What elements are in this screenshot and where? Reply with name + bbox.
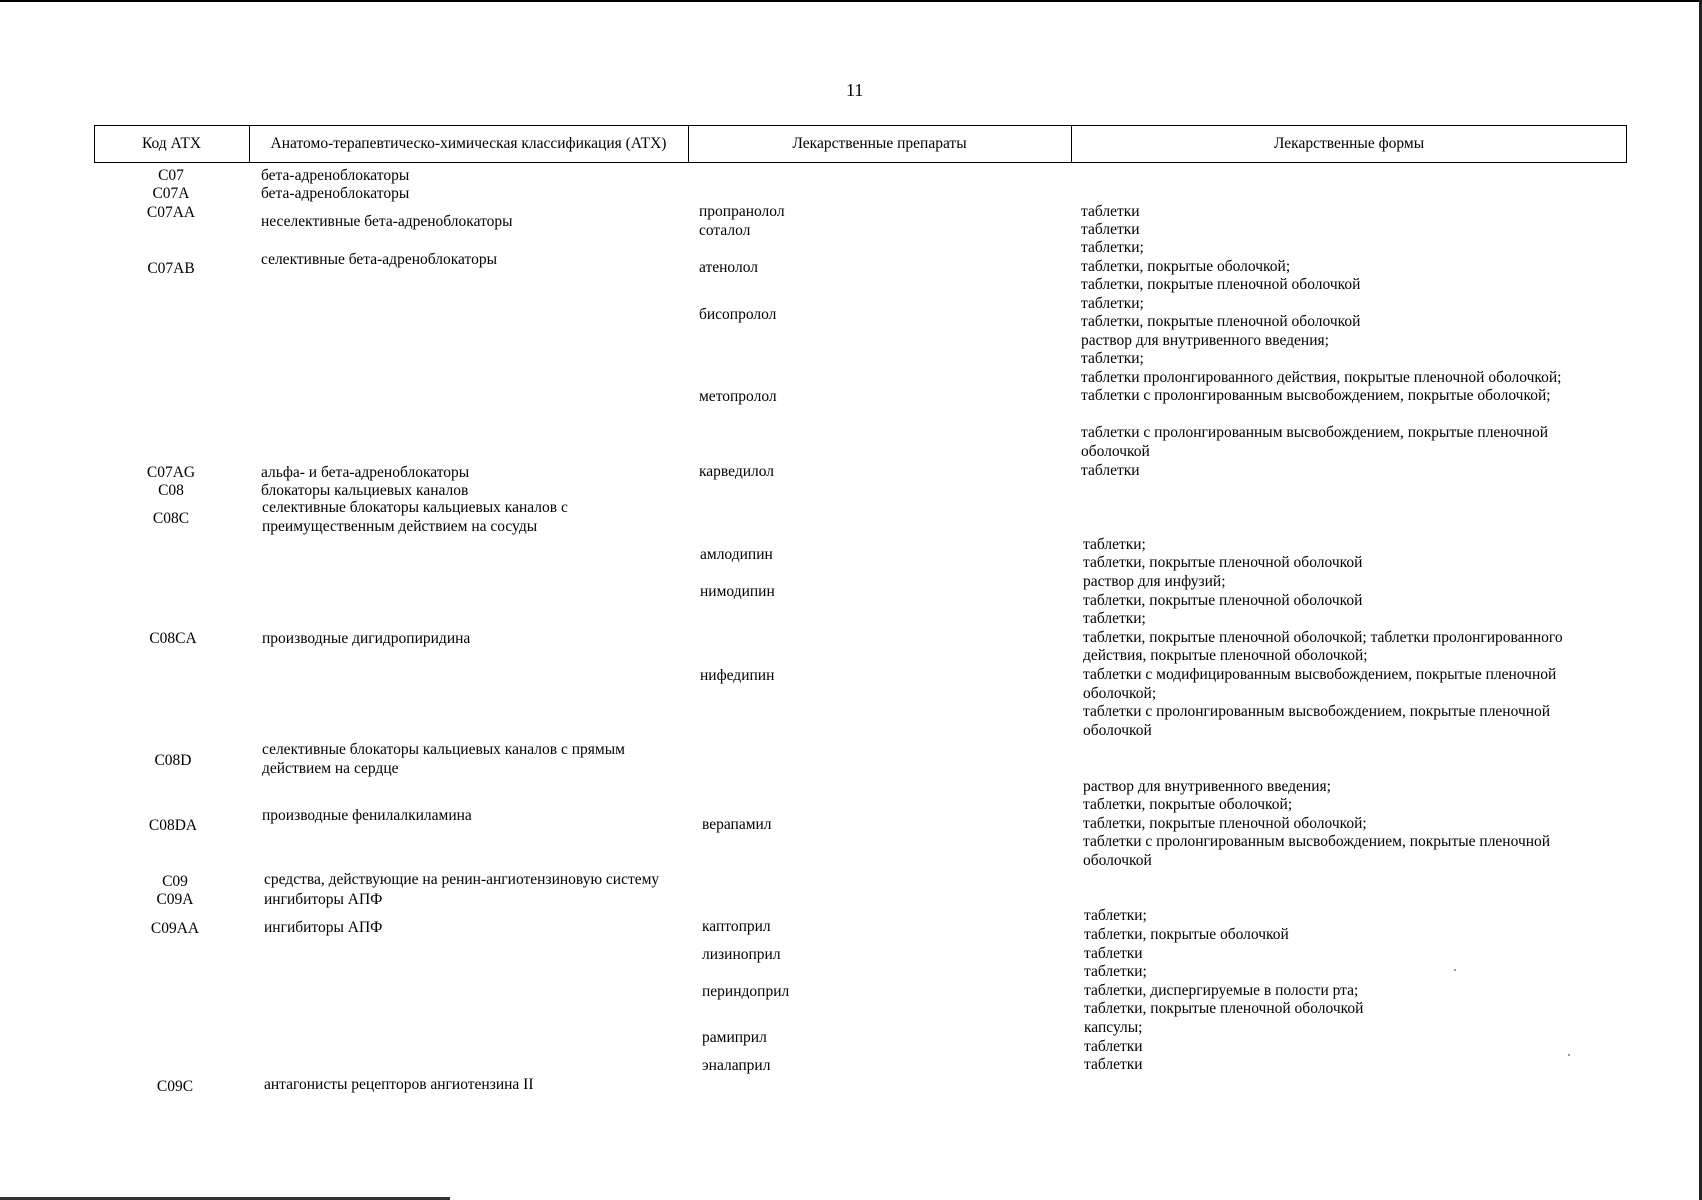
atx-class: неселективные бета-адреноблокаторы: [261, 213, 513, 230]
dosage-form: таблетки;: [1084, 907, 1147, 924]
dosage-form: таблетки с модифицированным высвобождением, покрытые пленочной: [1083, 666, 1557, 683]
scan-speck: [1568, 1054, 1570, 1056]
dosage-form: таблетки, покрытые оболочкой;: [1083, 796, 1293, 813]
drug-name: рамиприл: [702, 1029, 767, 1046]
atx-code: C07A: [152, 185, 190, 202]
dosage-form: таблетки с пролонгированным высвобождением, покрытые пленочной: [1081, 424, 1549, 441]
scan-speck: [1454, 969, 1456, 971]
dosage-form: таблетки с пролонгированным высвобождением, покрытые пленочной: [1083, 833, 1551, 850]
drug-name: бисопролол: [699, 306, 777, 323]
atx-code: C07: [158, 167, 184, 184]
atx-class: бета-адреноблокаторы: [261, 167, 410, 184]
atx-class: действием на сердце: [262, 760, 399, 777]
dosage-form: таблетки: [1084, 945, 1143, 962]
drug-name: нимодипин: [700, 583, 775, 600]
drug-name: верапамил: [702, 816, 772, 833]
dosage-form: таблетки, покрытые оболочкой: [1084, 926, 1289, 943]
drug-name: каптоприл: [702, 918, 771, 935]
dosage-form: капсулы;: [1084, 1019, 1143, 1036]
drug-name: амлодипин: [700, 546, 773, 563]
header-forms: Лекарственные формы: [1273, 135, 1425, 152]
atx-class: производные фенилалкиламина: [262, 807, 472, 824]
drug-name: соталол: [699, 222, 751, 239]
drug-name: атенолол: [699, 259, 758, 276]
header-classification: Анатомо-терапевтическо-химическая классификация (АТХ): [270, 135, 667, 152]
dosage-form: таблетки с пролонгированным высвобождением, покрытые оболочкой;: [1081, 387, 1551, 404]
dosage-form: оболочкой: [1081, 443, 1150, 460]
drug-name: пропранолол: [699, 203, 785, 220]
dosage-form: таблетки: [1081, 462, 1140, 479]
atx-code: C09: [162, 873, 188, 890]
atx-code: C08CA: [149, 630, 197, 647]
dosage-form: таблетки: [1084, 1038, 1143, 1055]
dosage-form: таблетки;: [1081, 295, 1144, 312]
atx-code: C09C: [156, 1078, 194, 1095]
drug-name: нифедипин: [700, 667, 775, 684]
dosage-form: таблетки, покрытые пленочной оболочкой: [1084, 1000, 1364, 1017]
page-number: 11: [846, 80, 864, 100]
atx-code: C09A: [156, 891, 194, 908]
dosage-form: оболочкой: [1083, 852, 1152, 869]
dosage-form: раствор для инфузий;: [1083, 573, 1226, 590]
drug-name: лизиноприл: [702, 946, 781, 963]
dosage-form: таблетки: [1081, 221, 1140, 238]
atx-class: бета-адреноблокаторы: [261, 185, 410, 202]
dosage-form: раствор для внутривенного введения;: [1083, 778, 1331, 795]
dosage-form: таблетки, покрытые пленочной оболочкой;: [1083, 815, 1367, 832]
dosage-form: таблетки, покрытые пленочной оболочкой; таблетки пролонгированного: [1083, 629, 1563, 646]
drug-name: метопролол: [699, 388, 777, 405]
drug-name: карведилол: [699, 463, 775, 480]
dosage-form: таблетки, покрытые пленочной оболочкой: [1083, 554, 1363, 571]
dosage-form: таблетки, покрытые оболочкой;: [1081, 258, 1291, 275]
atx-code: C08DA: [148, 817, 198, 834]
dosage-form: таблетки, диспергируемые в полости рта;: [1084, 982, 1359, 999]
dosage-form: раствор для внутривенного введения;: [1081, 332, 1329, 349]
dosage-form: оболочкой: [1083, 722, 1152, 739]
dosage-form: таблетки, покрытые пленочной оболочкой: [1081, 276, 1361, 293]
dosage-form: таблетки с пролонгированным высвобождением, покрытые пленочной: [1083, 703, 1551, 720]
dosage-form: таблетки: [1081, 203, 1140, 220]
drug-name: эналаприл: [702, 1057, 771, 1074]
atx-code: C07AB: [147, 260, 195, 277]
dosage-form: таблетки;: [1081, 350, 1144, 367]
header-drugs: Лекарственные препараты: [792, 135, 967, 152]
atx-class: альфа- и бета-адреноблокаторы: [261, 464, 470, 481]
atx-class: производные дигидропиридина: [262, 630, 471, 647]
dosage-form: действия, покрытые пленочной оболочкой;: [1083, 647, 1368, 664]
dosage-form: таблетки, покрытые пленочной оболочкой: [1081, 313, 1361, 330]
atx-class: антагонисты рецепторов ангиотензина II: [264, 1076, 534, 1093]
dosage-form: таблетки, покрытые пленочной оболочкой: [1083, 592, 1363, 609]
atx-code: C08C: [152, 510, 190, 527]
dosage-form: таблетки;: [1084, 963, 1147, 980]
atx-code: C08: [158, 482, 184, 499]
atx-code: C07AA: [146, 204, 196, 221]
atx-class: средства, действующие на ренин-ангиотензиновую систему: [264, 871, 660, 888]
atx-code: C07AG: [146, 464, 196, 481]
atx-class: преимущественным действием на сосуды: [262, 518, 538, 535]
scan-edge-top: [0, 0, 1702, 2]
atx-class: селективные блокаторы кальциевых каналов с: [262, 499, 568, 516]
dosage-form: оболочкой;: [1083, 685, 1157, 702]
atx-code: C08D: [154, 752, 192, 769]
atx-class: селективные бета-адреноблокаторы: [261, 251, 497, 268]
atx-class: селективные блокаторы кальциевых каналов с прямым: [262, 741, 625, 758]
atx-class: ингибиторы АПФ: [264, 919, 383, 936]
dosage-form: таблетки;: [1083, 536, 1146, 553]
dosage-form: таблетки: [1084, 1056, 1143, 1073]
drug-name: периндоприл: [702, 983, 790, 1000]
header-code: Код АТХ: [141, 135, 202, 152]
atx-class: ингибиторы АПФ: [264, 891, 383, 908]
atx-class: блокаторы кальциевых каналов: [261, 482, 469, 499]
dosage-form: таблетки;: [1083, 610, 1146, 627]
atx-code: C09AA: [150, 920, 200, 937]
dosage-form: таблетки;: [1081, 239, 1144, 256]
dosage-form: таблетки пролонгированного действия, покрытые пленочной оболочкой;: [1081, 369, 1562, 386]
